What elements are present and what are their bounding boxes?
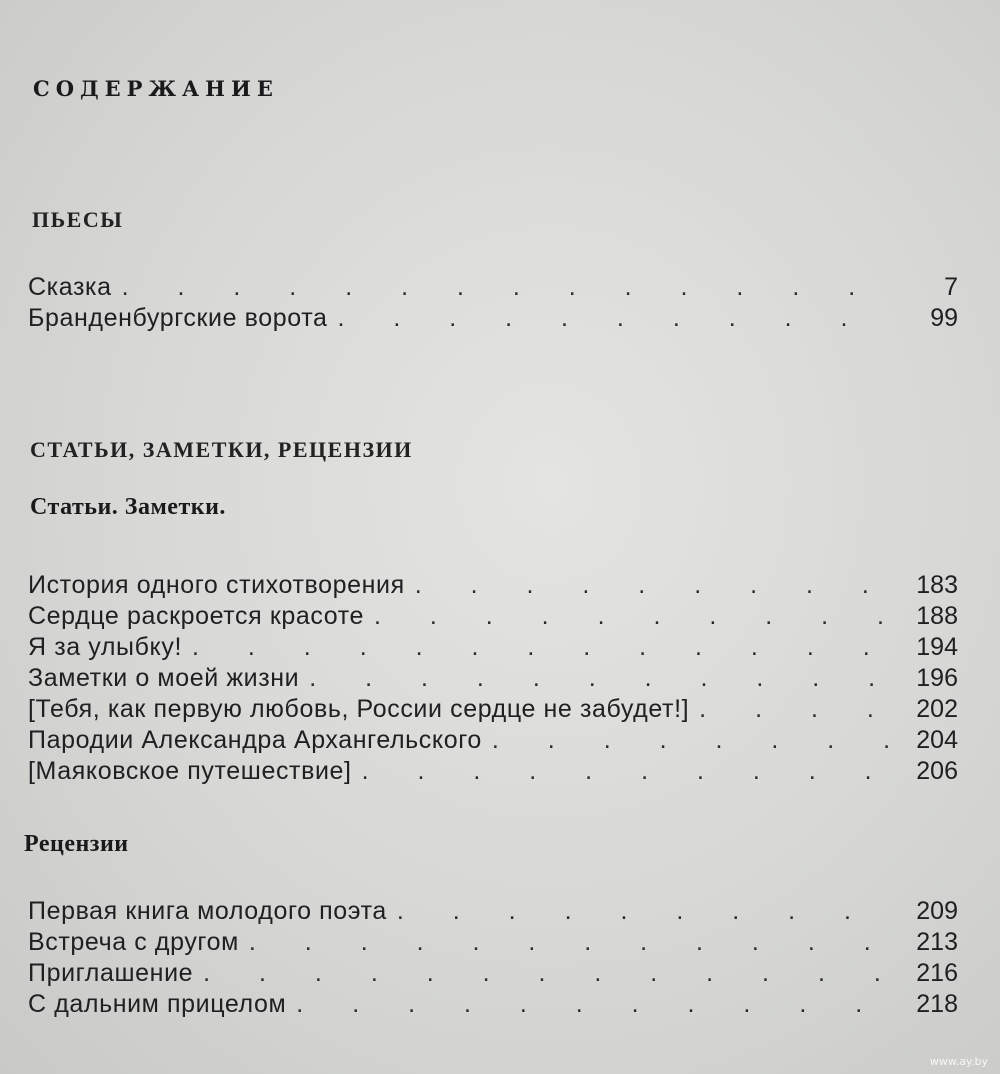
- toc-entry-title: История одного стихотворения: [28, 571, 405, 599]
- toc-entry-page: 209: [916, 897, 958, 925]
- toc-entry: [28, 601, 958, 632]
- dot-leader: [249, 927, 894, 958]
- section-heading-articles: СТАТЬИ, ЗАМЕТКИ, РЕЦЕНЗИИ: [30, 437, 413, 462]
- page-title: СОДЕРЖАНИЕ: [33, 76, 279, 101]
- toc-entry-title: Заметки о моей жизни: [28, 664, 300, 692]
- dot-leader: [203, 958, 894, 989]
- toc-entry: [28, 694, 958, 725]
- toc-entry-title: Я за улыбку!: [28, 633, 183, 661]
- toc-entry-title: Первая книга молодого поэта: [28, 897, 387, 925]
- toc-list-reviews: [28, 896, 958, 1020]
- toc-entry-title: Сказка: [28, 273, 112, 301]
- toc-entry: [28, 958, 958, 989]
- toc-entry-title: [Маяковское путешествие]: [28, 757, 352, 785]
- toc-entry-page: 206: [916, 757, 958, 785]
- toc-entry-page: 194: [916, 633, 958, 661]
- subsection-heading-reviews: Рецензии: [24, 831, 129, 857]
- toc-entry: [28, 632, 958, 663]
- toc-entry-page: 213: [916, 928, 958, 956]
- toc-entry: [28, 989, 958, 1020]
- toc-entry-page: 188: [916, 602, 958, 630]
- toc-entry-page: 196: [916, 664, 958, 692]
- dot-leader: [492, 725, 894, 756]
- dot-leader: [374, 601, 894, 632]
- toc-entry-page: 218: [916, 990, 958, 1018]
- dot-leader: [362, 756, 894, 787]
- toc-entry-page: 7: [944, 273, 958, 301]
- watermark: www.ay.by: [929, 1055, 988, 1068]
- toc-entry: [28, 927, 958, 958]
- toc-entry: [28, 756, 958, 787]
- toc-list-plays: [28, 272, 958, 334]
- toc-entry-page: 204: [916, 726, 958, 754]
- dot-leader: [337, 303, 894, 334]
- toc-entry-title: Пародии Александра Архангельского: [28, 726, 482, 754]
- toc-entry-title: Сердце раскроется красоте: [28, 602, 364, 630]
- toc-entry-page: 99: [930, 304, 958, 332]
- toc-entry: [28, 272, 958, 303]
- dot-leader: [192, 632, 894, 663]
- toc-entry-title: Встреча с другом: [28, 928, 239, 956]
- toc-entry: [28, 896, 958, 927]
- toc-entry-page: 202: [916, 695, 958, 723]
- toc-entry: [28, 570, 958, 601]
- dot-leader: [296, 989, 894, 1020]
- toc-entry-title: [Тебя, как первую любовь, России сердце не забудет!]: [28, 695, 690, 723]
- toc-entry-title: С дальним прицелом: [28, 990, 287, 1018]
- toc-entry-title: Приглашение: [28, 959, 194, 987]
- dot-leader: [309, 663, 894, 694]
- toc-entry: [28, 663, 958, 694]
- toc-entry-page: 183: [916, 571, 958, 599]
- toc-list-articles-notes: [28, 570, 958, 787]
- dot-leader: [699, 694, 894, 725]
- toc-entry-page: 216: [916, 959, 958, 987]
- toc-entry: [28, 303, 958, 334]
- section-heading-plays: ПЬЕСЫ: [32, 207, 124, 232]
- dot-leader: [122, 272, 894, 303]
- subsection-heading-articles-notes: Статьи. Заметки.: [30, 494, 226, 520]
- dot-leader: [415, 570, 894, 601]
- dot-leader: [397, 896, 894, 927]
- toc-entry-title: Бранденбургские ворота: [28, 304, 328, 332]
- toc-entry: [28, 725, 958, 756]
